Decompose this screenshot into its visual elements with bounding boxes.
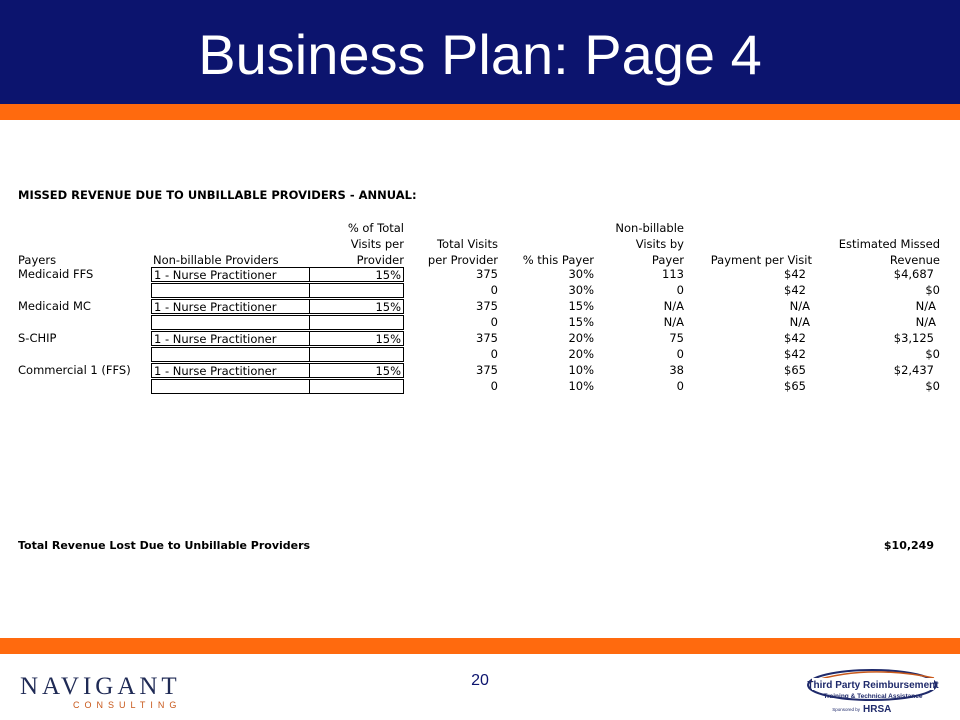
payment-value: $42 <box>784 331 806 345</box>
header-total-visits-1: Total Visits <box>436 237 498 251</box>
header-payment: Payment per Visit <box>710 253 812 267</box>
slide-title: Business Plan: Page 4 <box>198 23 762 86</box>
total-visits-value: 0 <box>490 347 498 361</box>
pct-visits-field[interactable] <box>309 315 404 330</box>
nb-visits-value: 75 <box>669 331 684 345</box>
payer-name: S-CHIP <box>18 331 57 345</box>
total-visits-value: 375 <box>476 331 498 345</box>
payer-name: Commercial 1 (FFS) <box>18 363 131 377</box>
provider-field[interactable] <box>151 283 310 298</box>
payer-name: Medicaid FFS <box>18 267 94 281</box>
nb-visits-value: 0 <box>676 283 684 297</box>
pct-payer-value: 10% <box>568 379 594 393</box>
header-pct-payer: % this Payer <box>522 253 594 267</box>
pct-visits-field[interactable]: 15% <box>309 363 404 378</box>
pct-visits-field[interactable]: 15% <box>309 267 404 282</box>
nb-visits-value: N/A <box>663 299 684 313</box>
tpr-logo-graphic <box>806 664 940 716</box>
nb-visits-value: 0 <box>676 347 684 361</box>
total-value: $10,249 <box>883 539 934 552</box>
header-total-visits-2: per Provider <box>427 253 498 267</box>
nb-visits-value: 38 <box>669 363 684 377</box>
pct-payer-value: 30% <box>568 267 594 281</box>
payment-value: N/A <box>789 315 810 329</box>
total-visits-value: 375 <box>476 299 498 313</box>
total-visits-value: 375 <box>476 267 498 281</box>
nb-visits-value: 113 <box>662 267 684 281</box>
pct-payer-value: 10% <box>568 363 594 377</box>
total-visits-value: 0 <box>490 379 498 393</box>
payment-value: $42 <box>784 347 806 361</box>
nb-visits-value: N/A <box>663 315 684 329</box>
provider-field[interactable] <box>151 347 310 362</box>
revenue-value: N/A <box>915 315 936 329</box>
provider-field[interactable] <box>151 379 310 394</box>
payment-value: $42 <box>784 283 806 297</box>
tpr-logo-sponsor: Sponsored by <box>832 707 860 712</box>
provider-field[interactable]: 1 - Nurse Practitioner <box>151 267 310 282</box>
pct-payer-value: 15% <box>568 299 594 313</box>
pct-payer-value: 20% <box>568 347 594 361</box>
payer-name: Medicaid MC <box>18 299 91 313</box>
revenue-value: N/A <box>915 299 936 313</box>
top-orange-band <box>0 104 960 120</box>
pct-payer-value: 30% <box>568 283 594 297</box>
tpr-logo-title: Third Party Reimbursement <box>807 680 939 691</box>
section-title: MISSED REVENUE DUE TO UNBILLABLE PROVIDERS - ANNUAL: <box>18 188 417 202</box>
header-nb-visits-1: Non-billable <box>615 221 684 235</box>
pct-visits-field[interactable] <box>309 347 404 362</box>
pct-visits-field[interactable] <box>309 283 404 298</box>
total-label: Total Revenue Lost Due to Unbillable Providers <box>18 539 311 552</box>
total-visits-value: 0 <box>490 283 498 297</box>
revenue-value: $4,687 <box>893 267 934 281</box>
title-bar <box>0 0 960 104</box>
pct-visits-field[interactable]: 15% <box>309 331 404 346</box>
revenue-value: $0 <box>925 347 940 361</box>
navigant-logo-subtext: CONSULTING <box>73 700 182 710</box>
revenue-value: $3,125 <box>893 331 934 345</box>
header-payers: Payers <box>18 253 57 267</box>
pct-payer-value: 15% <box>568 315 594 329</box>
provider-field[interactable]: 1 - Nurse Practitioner <box>151 299 310 314</box>
revenue-value: $0 <box>925 379 940 393</box>
revenue-value: $2,437 <box>893 363 934 377</box>
header-pct-total-1: % of Total <box>347 221 404 235</box>
nb-visits-value: 0 <box>676 379 684 393</box>
total-visits-value: 375 <box>476 363 498 377</box>
payment-value: $65 <box>784 379 806 393</box>
hrsa-logo-text: HRSA <box>863 704 892 715</box>
payment-value: N/A <box>789 299 810 313</box>
header-revenue-1: Estimated Missed <box>838 237 940 251</box>
pct-visits-field[interactable]: 15% <box>309 299 404 314</box>
provider-field[interactable]: 1 - Nurse Practitioner <box>151 331 310 346</box>
payment-value: $65 <box>784 363 806 377</box>
pct-visits-field[interactable] <box>309 379 404 394</box>
header-pct-total-3: Provider <box>356 253 404 267</box>
provider-field[interactable]: 1 - Nurse Practitioner <box>151 363 310 378</box>
provider-field[interactable] <box>151 315 310 330</box>
header-revenue-2: Revenue <box>889 253 940 267</box>
revenue-value: $0 <box>925 283 940 297</box>
pct-payer-value: 20% <box>568 331 594 345</box>
bottom-orange-band <box>0 638 960 654</box>
header-nb-visits-2: Visits by <box>635 237 684 251</box>
page-number: 20 <box>471 672 489 689</box>
navigant-logo-text: NAVIGANT <box>20 673 181 700</box>
header-nb-visits-3: Payer <box>651 253 684 267</box>
header-providers: Non-billable Providers <box>153 253 279 267</box>
payment-value: $42 <box>784 267 806 281</box>
total-visits-value: 0 <box>490 315 498 329</box>
tpr-logo-subtitle: Training & Technical Assistance <box>823 693 923 700</box>
third-party-reimbursement-logo <box>806 664 940 716</box>
header-pct-total-2: Visits per <box>350 237 404 251</box>
